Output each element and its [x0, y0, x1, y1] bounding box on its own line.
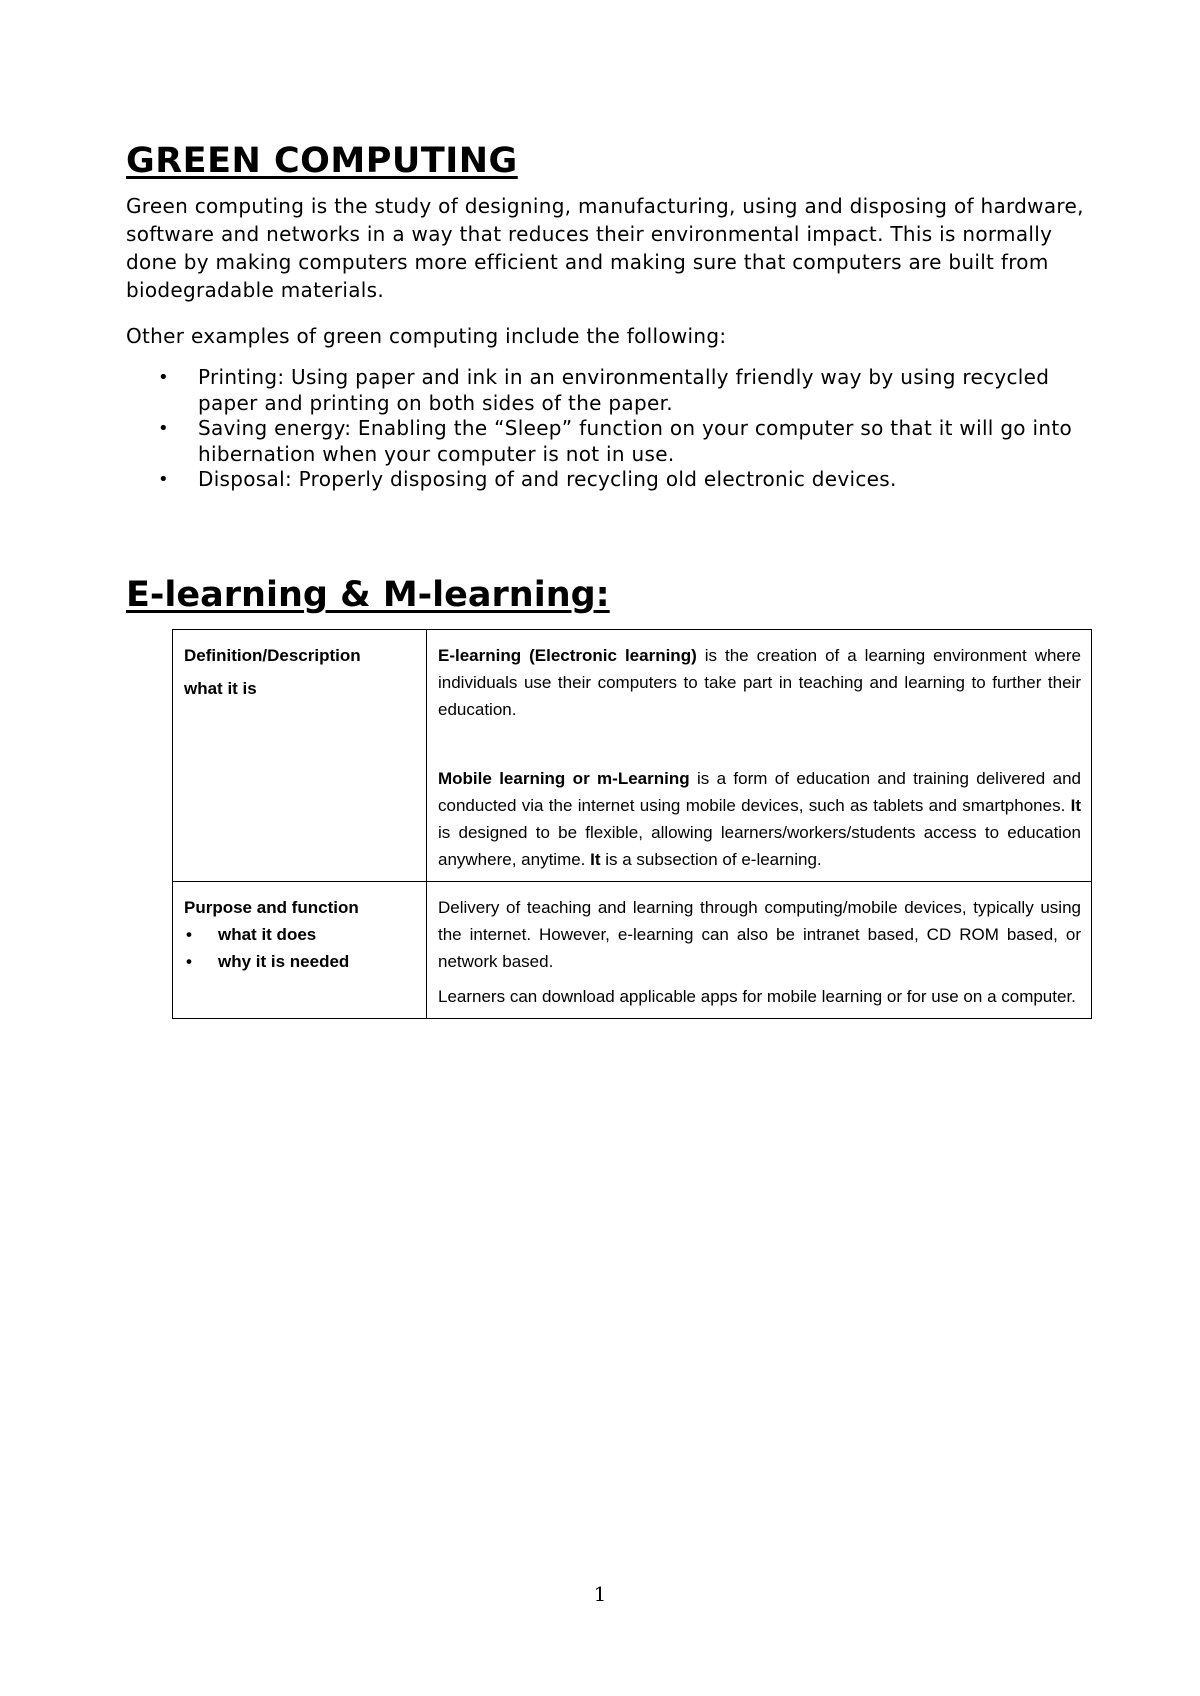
definition-sublabel: what it is [184, 679, 257, 698]
examples-list [126, 365, 1086, 493]
definition-content-cell [427, 630, 1092, 882]
mlearning-definition-text: is a subsection of e-learning. [600, 850, 822, 869]
elearning-definition [438, 642, 1081, 723]
list-item-text: Saving energy: Enabling the “Sleep” function on your computer so that it will go into hibernation when your computer is not in use. [198, 416, 1073, 466]
definition-label-cell [173, 630, 427, 882]
page-number: 1 [593, 1582, 607, 1606]
list-item: • why it is needed [184, 948, 416, 975]
list-item [126, 416, 1086, 467]
table-row [173, 882, 1092, 1019]
elearning-term: E-learning (Electronic learning) [438, 646, 697, 665]
mlearning-definition-text: is designed to be flexible, allowing learners/workers/students access to education anywhere, anytime. [438, 823, 1081, 869]
purpose-label-cell [173, 882, 427, 1019]
purpose-paragraph: Delivery of teaching and learning through computing/mobile devices, typically using the internet. However, e-learning can also be intranet based, CD ROM based, or network based. [438, 898, 1081, 971]
bullet-icon: • [158, 418, 169, 439]
elearning-definition-text: is the creation of a learning environment where individuals use their computers to take part in teaching and learning to further their education. [438, 646, 1081, 719]
purpose-paragraph: Learners can download applicable apps for mobile learning or for use on a computer. [438, 987, 1076, 1006]
list-item-text: Printing: Using paper and ink in an environmentally friendly way by using recycled paper and printing on both sides of the paper. [198, 365, 1050, 415]
bullet-icon: • [158, 469, 169, 490]
list-item [126, 365, 1086, 416]
list-item-text: Disposal: Properly disposing of and recycling old electronic devices. [198, 467, 897, 491]
section-title-green-computing: GREEN COMPUTING [126, 141, 518, 181]
bullet-icon: • [158, 367, 169, 388]
purpose-label: Purpose and function [184, 898, 359, 917]
list-item [126, 467, 1086, 493]
section-title-elearning: E-learning & M-learning: [126, 575, 610, 615]
table-row [173, 630, 1092, 882]
examples-lead: Other examples of green computing include the following: [126, 324, 727, 348]
emphasis-it: It [1070, 796, 1081, 815]
list-item: • what it does [184, 921, 416, 948]
green-computing-intro: Green computing is the study of designing, manufacturing, using and disposing of hardware, software and networks in a way that reduces their environmental impact. This is normally done by making computers more efficient and making sure that computers are built from biodegradable materials. [126, 194, 1084, 302]
mlearning-definition-text: is a form of education and training delivered and conducted via the internet using mobile devices, such as tablets and smartphones. [438, 769, 1081, 815]
purpose-sublist [184, 921, 416, 975]
mlearning-term: Mobile learning or m-Learning [438, 769, 690, 788]
emphasis-it: It [590, 850, 601, 869]
mlearning-definition [438, 765, 1081, 873]
elearning-table [172, 629, 1092, 1019]
definition-label: Definition/Description [184, 646, 361, 665]
purpose-content-cell [427, 882, 1092, 1019]
